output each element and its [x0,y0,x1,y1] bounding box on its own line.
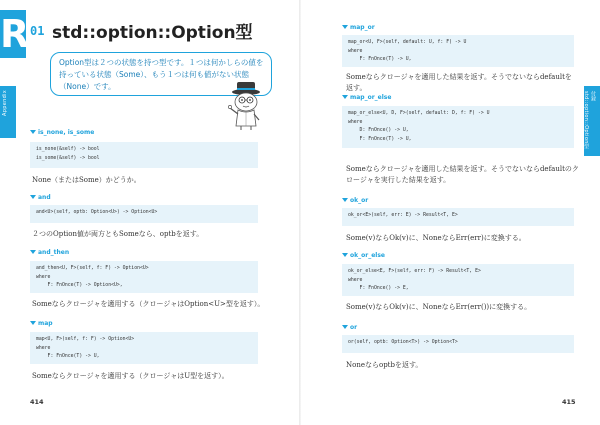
chevron-down-icon [342,95,348,99]
code-line: ok_or<E>(self, err: E) -> Result<T, E> [348,213,458,218]
code-block-map [30,332,258,364]
section-label-text: map_or_else [350,94,392,101]
chevron-down-icon [342,325,348,329]
code-line: or(self, optb: Option<T>) -> Option<T> [348,340,458,345]
code-line: and<U>(self, optb: Option<U>) -> Option<U> [36,210,158,215]
chapter-letter: R [0,12,30,56]
code-line: F: FnOnce() -> E, [348,286,409,291]
code-line: F: FnOnce(T) -> U, [36,354,100,359]
code-line: F: FnOnce(T) -> Option<U>, [36,283,123,288]
code-block-ok-or-else [342,264,574,296]
desc-ok-or-else: Some(v)ならOk(v)に、NoneならErr(err())に変換する。 [346,303,532,311]
code-block-and [30,205,258,223]
chevron-down-icon [30,130,36,134]
code-line: where [36,345,51,351]
section-label-map-or-else [342,94,391,101]
code-block-ok-or [342,208,574,226]
code-line: is_none(&self) -> bool [36,147,100,152]
section-label-map-or [342,24,375,31]
section-label-text: map [38,320,53,327]
section-label-text: map_or [350,24,375,31]
code-block-or [342,335,574,353]
code-block-is-none-is-some [30,142,258,168]
side-tab-label: 付録 std::option::Option型 [583,91,596,149]
section-label-ok-or-else [342,252,385,259]
chevron-down-icon [342,253,348,257]
section-label-is-none-is-some [30,129,94,136]
right-page [300,0,600,425]
desc-or: Noneならoptbを返す。 [346,361,423,369]
desc-ok-or: Some(v)ならOk(v)に、NoneならErr(err)に変換する。 [346,234,526,242]
code-line: where [348,48,363,54]
code-line: map<U, F>(self, f: F) -> Option<U> [36,337,135,342]
code-line: F: FnOnce(T) -> U, [348,57,412,62]
section-label-text: and [38,194,51,201]
code-line: map_or<U, F>(self, default: U, f: F) -> U [348,40,467,45]
section-label-map [30,320,53,327]
code-line: where [348,119,363,125]
code-line: ok_or_else<E, F>(self, err: F) -> Result<T, E> [348,269,481,274]
desc-is-none-is-some: None（またはSome）かどうか。 [32,176,141,184]
side-tab-appendix [0,86,16,138]
side-tab-label: Appendix [2,90,8,116]
chevron-down-icon [342,25,348,29]
code-line: and_then<U, F>(self, f: F) -> Option<U> [36,266,149,271]
code-line: is_some(&self) -> bool [36,155,100,161]
bubble-text: Option型は２つの状態を持つ型です。１つは何かしらの値を持っている状態（Some）、もう１つは何も値がない状態（None）です。 [59,58,264,91]
code-block-and-then [30,261,258,293]
chevron-down-icon [30,321,36,325]
chevron-down-icon [30,250,36,254]
code-block-map-or-else [342,106,574,148]
section-label-text: is_none, is_some [38,129,95,136]
desc-and: ２つのOption値が両方ともSomeなら、optbを返す。 [32,230,204,238]
code-line: D: FnOnce() -> U, [348,128,409,133]
section-label-and [30,194,51,201]
code-line: where [36,274,51,280]
section-label-or [342,324,357,331]
desc-map-or-else: Someならクロージャを適用した結果を返す。そうでないならdefaultのクロージャを実行した結果を返す。 [346,165,579,184]
section-label-text: or [350,324,358,331]
chapter-number: 01 [30,24,45,38]
section-label-text: ok_or [350,197,369,204]
code-line: map_or_else<U, D, F>(self, default: D, f: F) -> U [348,111,490,116]
section-label-text: ok_or_else [350,252,385,259]
mascot-illustration [226,76,270,132]
desc-map: Someならクロージャを適用する（クロージャはU型を返す）。 [32,372,229,380]
page-number-right: 415 [562,398,576,406]
section-label-and-then [30,249,69,256]
chevron-down-icon [342,198,348,202]
code-line: F: FnOnce(T) -> U, [348,136,412,142]
code-block-map-or [342,35,574,67]
desc-and-then: Someならクロージャを適用する（クロージャはOption<U>型を返す）。 [32,300,265,308]
code-line: where [348,277,363,283]
page-number-left: 414 [30,398,44,406]
section-label-ok-or [342,197,368,204]
side-tab-chapter [584,86,600,156]
page-title: std::option::Option型 [52,23,253,43]
section-label-text: and_then [38,249,70,256]
chevron-down-icon [30,195,36,199]
desc-map-or: Someならクロージャを適用した結果を返す。そうでないならdefaultを返す。 [346,73,572,92]
